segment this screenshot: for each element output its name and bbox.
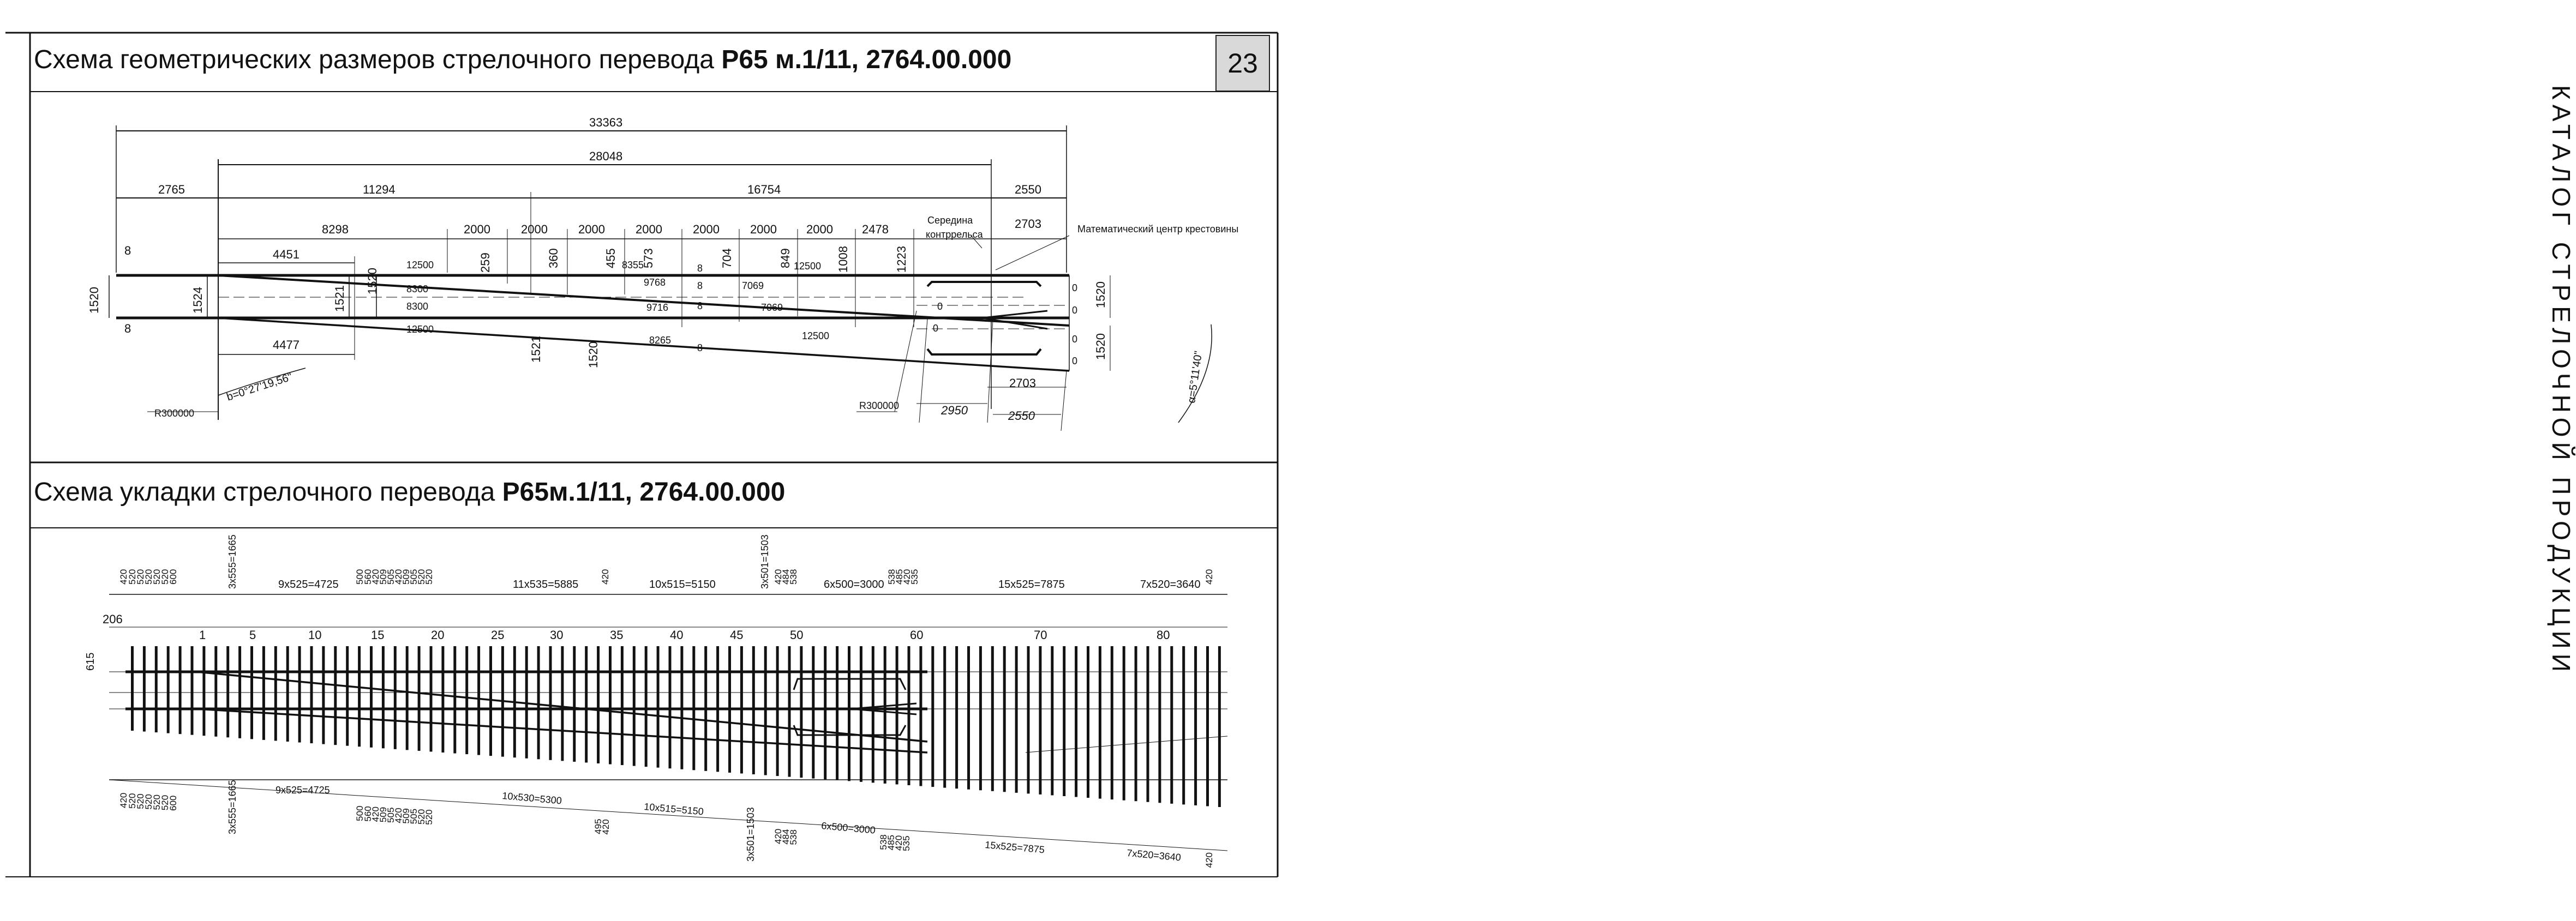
sleeper	[931, 646, 934, 787]
sleeper	[1111, 646, 1113, 799]
sleeper	[179, 646, 182, 734]
rail-length: 12500	[406, 260, 434, 270]
sleeper	[955, 646, 958, 788]
spacing-number-top: 509	[401, 569, 411, 585]
spacing-number-top: 520	[143, 569, 154, 585]
lower-ordinate: 1521	[529, 336, 543, 363]
spacing-number-bottom: 420	[1204, 852, 1214, 868]
spacing-number-bottom: 509	[378, 806, 388, 823]
spacing-number-top: 600	[168, 569, 178, 585]
sleeper	[884, 646, 886, 784]
sleeper	[561, 646, 564, 761]
sleeper	[716, 646, 719, 772]
sleeper	[896, 646, 898, 784]
sleeper	[250, 646, 253, 739]
spacing-number-top: 520	[160, 569, 170, 585]
rail-length: 8265	[649, 335, 672, 346]
sleeper-number: 50	[790, 628, 804, 642]
rail-length: 9768	[644, 277, 666, 288]
dim-between-joints: 28048	[589, 149, 623, 163]
spacing-number-bottom: 420	[393, 808, 404, 823]
sleeper	[382, 646, 385, 748]
sleeper	[585, 646, 588, 762]
spacing-number-top: 500	[355, 569, 365, 585]
sleeper	[621, 646, 624, 765]
sleeper	[764, 646, 767, 775]
left-dim: 206	[103, 612, 123, 626]
sleeper	[1123, 646, 1125, 800]
spacing-number-bottom: 520	[152, 794, 162, 810]
rail-length: 12500	[406, 324, 434, 335]
sleeper	[704, 646, 707, 771]
spacing-number-bottom: 520	[143, 794, 154, 810]
sleeper	[1015, 646, 1018, 793]
sleeper	[692, 646, 695, 770]
laying-title	[34, 477, 785, 507]
spacing-number-bottom: 535	[901, 835, 912, 851]
ordinate: 704	[720, 248, 734, 268]
spacing-number-top: 538	[788, 569, 799, 585]
sleeper	[191, 646, 194, 735]
sleeper	[1075, 646, 1077, 797]
sleeper	[346, 646, 349, 746]
mark: 0	[933, 323, 939, 334]
sleeper-number: 35	[610, 628, 624, 642]
sleeper	[167, 646, 170, 733]
sleeper-number: 15	[371, 628, 385, 642]
sleeper	[537, 646, 540, 759]
sleeper	[1182, 646, 1185, 804]
rail-length: 12500	[802, 330, 830, 341]
sleeper	[406, 646, 409, 750]
sleeper	[1194, 646, 1197, 805]
group-label-top: 9x525=4725	[278, 579, 339, 591]
spacing-number-top: 420	[773, 569, 783, 585]
dim-top-segment: 11294	[363, 183, 396, 196]
sleeper	[238, 646, 241, 738]
group-label-top: 7x520=3640	[1140, 579, 1201, 591]
spacing-number-top: 520	[127, 569, 137, 585]
spacing-number-bottom: 420	[773, 828, 783, 844]
group-label-bottom: 10x515=5150	[643, 801, 704, 817]
sleeper	[824, 646, 826, 779]
gauge-label: 1520	[1094, 333, 1107, 360]
sleeper	[143, 646, 146, 732]
mark: 8	[697, 263, 703, 274]
group-label-bottom: 9x525=4725	[275, 785, 330, 796]
spacing-number-bottom: 509	[401, 808, 411, 824]
gauge-label: 1520	[1094, 281, 1107, 308]
sleeper	[1147, 646, 1149, 802]
angle-alpha: α=5°11'40"	[1185, 350, 1205, 404]
sleeper	[1158, 646, 1161, 803]
title-regular: Схема геометрических размеров стрелочного перевода	[34, 45, 722, 74]
sleeper	[908, 646, 910, 785]
group-label-bottom: 3x555=1665	[227, 780, 238, 834]
dim-top-segment: 2765	[158, 183, 185, 196]
spacing-number-top: 420	[118, 569, 129, 585]
mark: 8	[697, 300, 703, 311]
sleeper-number: 1	[199, 628, 206, 642]
page-number-box: 23	[1215, 35, 1270, 92]
dim-switch-length: 4451	[273, 248, 299, 261]
sleeper	[919, 646, 922, 786]
spacing-number-bottom: 420	[601, 819, 611, 835]
sleeper	[1063, 646, 1065, 796]
mark: 8	[124, 244, 131, 257]
spacing-number-bottom: 538	[788, 829, 799, 845]
dim-sub-segment: 2000	[464, 222, 490, 236]
spacing-number-bottom: 505	[409, 808, 419, 824]
sleeper	[274, 646, 277, 741]
spacing-number-bottom: 420	[118, 792, 129, 808]
sleeper	[812, 646, 814, 779]
sleeper	[633, 646, 636, 766]
lower-ordinate: 1520	[586, 341, 600, 368]
spacing-number-bottom: 520	[424, 809, 434, 825]
mark: 8	[124, 322, 131, 335]
sleeper	[967, 646, 970, 790]
sleeper-number: 20	[431, 628, 445, 642]
spacing-number-bottom: 420	[370, 806, 381, 822]
dim-top-segment: 16754	[747, 183, 781, 196]
radius-label: R300000	[154, 408, 195, 419]
spacing-number-top: 520	[135, 569, 146, 585]
sleeper-number: 25	[491, 628, 505, 642]
mark: 8	[697, 342, 703, 353]
group-label-bottom: 7x520=3640	[1126, 847, 1182, 863]
spacing-number-top: 420	[370, 569, 381, 585]
sleeper	[358, 646, 361, 747]
angle-b: b=0°27'19,56"	[225, 371, 294, 404]
group-label-bottom: 3x501=1503	[745, 807, 756, 862]
spacing-number-bottom: 520	[160, 794, 170, 811]
group-label-top: 6x500=3000	[824, 579, 884, 591]
group-label-top: 3x555=1665	[227, 534, 238, 589]
ordinate: 573	[642, 248, 655, 268]
sleeper	[979, 646, 982, 790]
sleeper-number: 45	[730, 628, 744, 642]
mark: 0	[937, 301, 943, 312]
sleeper-number: 5	[249, 628, 256, 642]
sleeper	[549, 646, 552, 760]
dim-sub-segment: 2000	[636, 222, 662, 236]
sleeper	[394, 646, 397, 749]
sleeper-spacing-numbers	[118, 569, 1214, 868]
sleeper	[334, 646, 337, 745]
sleeper	[489, 646, 492, 756]
sleeper	[1206, 646, 1209, 806]
dim-sub-segment: 2478	[862, 222, 889, 236]
spacing-number-bottom: 500	[355, 805, 365, 821]
label-math-center: Математический центр крестовины	[1077, 224, 1239, 234]
sleeper	[525, 646, 528, 759]
sleeper	[657, 646, 660, 768]
sleeper	[991, 646, 994, 791]
rail-length: 9716	[646, 302, 669, 313]
sleeper	[310, 646, 313, 743]
label-counter-rail-mid: контррельса	[926, 229, 983, 240]
spacing-number-bottom: 420	[894, 835, 904, 851]
sleeper	[728, 646, 731, 773]
group-label-bottom: 6x500=3000	[820, 820, 876, 836]
gauge-label: 1520	[366, 268, 379, 294]
sleeper	[573, 646, 576, 762]
sleeper	[1170, 646, 1173, 804]
sleeper	[669, 646, 672, 768]
dim-bottom-right: 2950	[941, 404, 968, 417]
sleeper	[1099, 646, 1101, 799]
sleeper	[501, 646, 504, 757]
dim-sub-segment: 2000	[521, 222, 548, 236]
ordinate: 1008	[836, 246, 850, 273]
spacing-number-bottom: 485	[886, 835, 896, 851]
dim-sub-segment: 2000	[806, 222, 833, 236]
sleeper	[1218, 646, 1221, 807]
group-label-top: 3x501=1503	[759, 534, 770, 589]
spacing-number-top: 505	[409, 569, 419, 585]
spacing-number-top: 485	[894, 569, 904, 585]
group-label-top: 11x535=5885	[513, 579, 579, 591]
sleeper	[1135, 646, 1137, 801]
sleeper	[680, 646, 683, 769]
sleeper	[477, 646, 480, 755]
sleeper	[1039, 646, 1041, 794]
geometry-title	[34, 45, 1011, 75]
spacing-number-bottom: 495	[593, 818, 603, 834]
spacing-number-top: 420	[1204, 569, 1214, 585]
sleeper	[441, 646, 444, 753]
sleeper-number: 70	[1034, 628, 1047, 642]
title-regular: Схема укладки стрелочного перевода	[34, 478, 502, 507]
sleeper-number: 10	[308, 628, 322, 642]
label-counter-rail-mid: Середина	[927, 215, 973, 226]
radius-label: R300000	[859, 400, 900, 411]
sleeper	[788, 646, 791, 777]
sleeper	[848, 646, 850, 781]
left-dim: 615	[85, 652, 97, 671]
group-label-top: 15x525=7875	[998, 579, 1065, 591]
dim-top-segment: 2550	[1015, 183, 1041, 196]
title-bold: Р65 м.1/11, 2764.00.000	[721, 45, 1012, 74]
sleeper-number: 30	[550, 628, 564, 642]
mark: 0	[1072, 305, 1078, 316]
rail-length: 8300	[406, 284, 429, 294]
sleeper	[776, 646, 779, 776]
spacing-number-bottom: 560	[363, 806, 373, 822]
spacing-number-bottom: 520	[135, 793, 146, 809]
spacing-number-top: 420	[902, 569, 912, 585]
gauge-label: 1521	[333, 285, 346, 312]
mark: 0	[1072, 356, 1078, 366]
spacing-number-top: 484	[781, 569, 791, 585]
spacing-number-top: 520	[424, 569, 434, 585]
rail-length: 7069	[742, 280, 764, 291]
sleeper	[430, 646, 433, 751]
mark: 0	[1072, 334, 1078, 345]
sleeper	[740, 646, 743, 773]
gauge-label: 1520	[87, 287, 101, 314]
rail-length: 12500	[794, 261, 822, 272]
spacing-number-bottom: 538	[878, 834, 889, 850]
dim-bottom-right: 2703	[1009, 376, 1036, 390]
sleeper	[214, 646, 217, 737]
spacing-number-top: 520	[152, 569, 162, 585]
sleeper	[1051, 646, 1053, 795]
sleeper-number: 80	[1157, 628, 1170, 642]
sleeper	[609, 646, 612, 765]
ordinate: 360	[547, 248, 560, 268]
sleeper	[860, 646, 862, 782]
sleeper	[645, 646, 648, 767]
title-bold: Р65м.1/11, 2764.00.000	[502, 478, 786, 507]
sleeper	[800, 646, 802, 778]
dim-sub-segment: 2000	[693, 222, 720, 236]
dim-sub-segment: 2000	[750, 222, 777, 236]
sleeper-number: 40	[670, 628, 684, 642]
sleeper	[298, 646, 301, 743]
ordinate: 455	[604, 248, 618, 268]
sleeper	[1087, 646, 1089, 798]
side-caption: КАТАЛОГ СТРЕЛОЧНОЙ ПРОДУКЦИИ	[2547, 85, 2575, 677]
spacing-number-top: 520	[416, 569, 427, 585]
sleeper	[943, 646, 946, 788]
sleeper	[752, 646, 755, 774]
sleeper	[1027, 646, 1030, 793]
spacing-number-top: 538	[886, 569, 897, 585]
sleeper	[453, 646, 456, 754]
mark: 0	[1072, 282, 1078, 293]
sleeper	[597, 646, 600, 763]
dim-switch-length: 4477	[273, 338, 299, 352]
ordinate: 259	[478, 252, 492, 273]
dim-bottom-right: 2550	[1008, 409, 1035, 423]
dim-overall: 33363	[589, 116, 623, 129]
rail-length: 7069	[761, 302, 783, 313]
dim-sub-segment: 2000	[578, 222, 605, 236]
sleeper	[286, 646, 289, 742]
sleeper	[465, 646, 468, 754]
mark: 8	[697, 280, 703, 291]
rail-length: 8355	[622, 260, 644, 270]
dim-sub-segment: 8298	[322, 222, 349, 236]
gauge-label: 1524	[191, 287, 205, 314]
rail-length: 8300	[406, 301, 429, 312]
sleeper	[131, 646, 134, 731]
spacing-number-top: 505	[386, 569, 396, 585]
sleeper	[202, 646, 205, 736]
spacing-number-bottom: 520	[416, 809, 427, 825]
group-label-bottom: 15x525=7875	[984, 839, 1045, 856]
spacing-number-bottom: 600	[168, 795, 178, 811]
group-label-top: 10x515=5150	[649, 579, 716, 591]
sleeper	[513, 646, 516, 757]
spacing-number-top: 420	[393, 569, 404, 585]
spacing-number-top: 509	[378, 569, 388, 585]
dim-sub-segment: 2703	[1015, 217, 1041, 231]
sleeper	[370, 646, 373, 748]
sleeper	[262, 646, 265, 740]
spacing-number-top: 560	[363, 569, 373, 585]
side-caption-area	[1271, 43, 2575, 677]
sleeper	[155, 646, 158, 732]
sleeper	[226, 646, 229, 737]
sleeper	[322, 646, 325, 744]
sleeper-number: 60	[910, 628, 924, 642]
spacing-number-bottom: 520	[127, 793, 137, 809]
spacing-number-bottom: 484	[781, 829, 791, 845]
ordinate: 1223	[895, 246, 908, 273]
spacing-number-top: 535	[909, 569, 920, 585]
group-label-bottom: 10x530=5300	[501, 790, 562, 806]
sleeper	[1003, 646, 1006, 792]
spacing-number-top: 420	[600, 569, 610, 585]
ordinate: 849	[778, 248, 792, 268]
sleeper	[836, 646, 838, 780]
spacing-number-bottom: 505	[386, 807, 396, 823]
sleeper	[872, 646, 874, 782]
sleeper	[418, 646, 421, 751]
